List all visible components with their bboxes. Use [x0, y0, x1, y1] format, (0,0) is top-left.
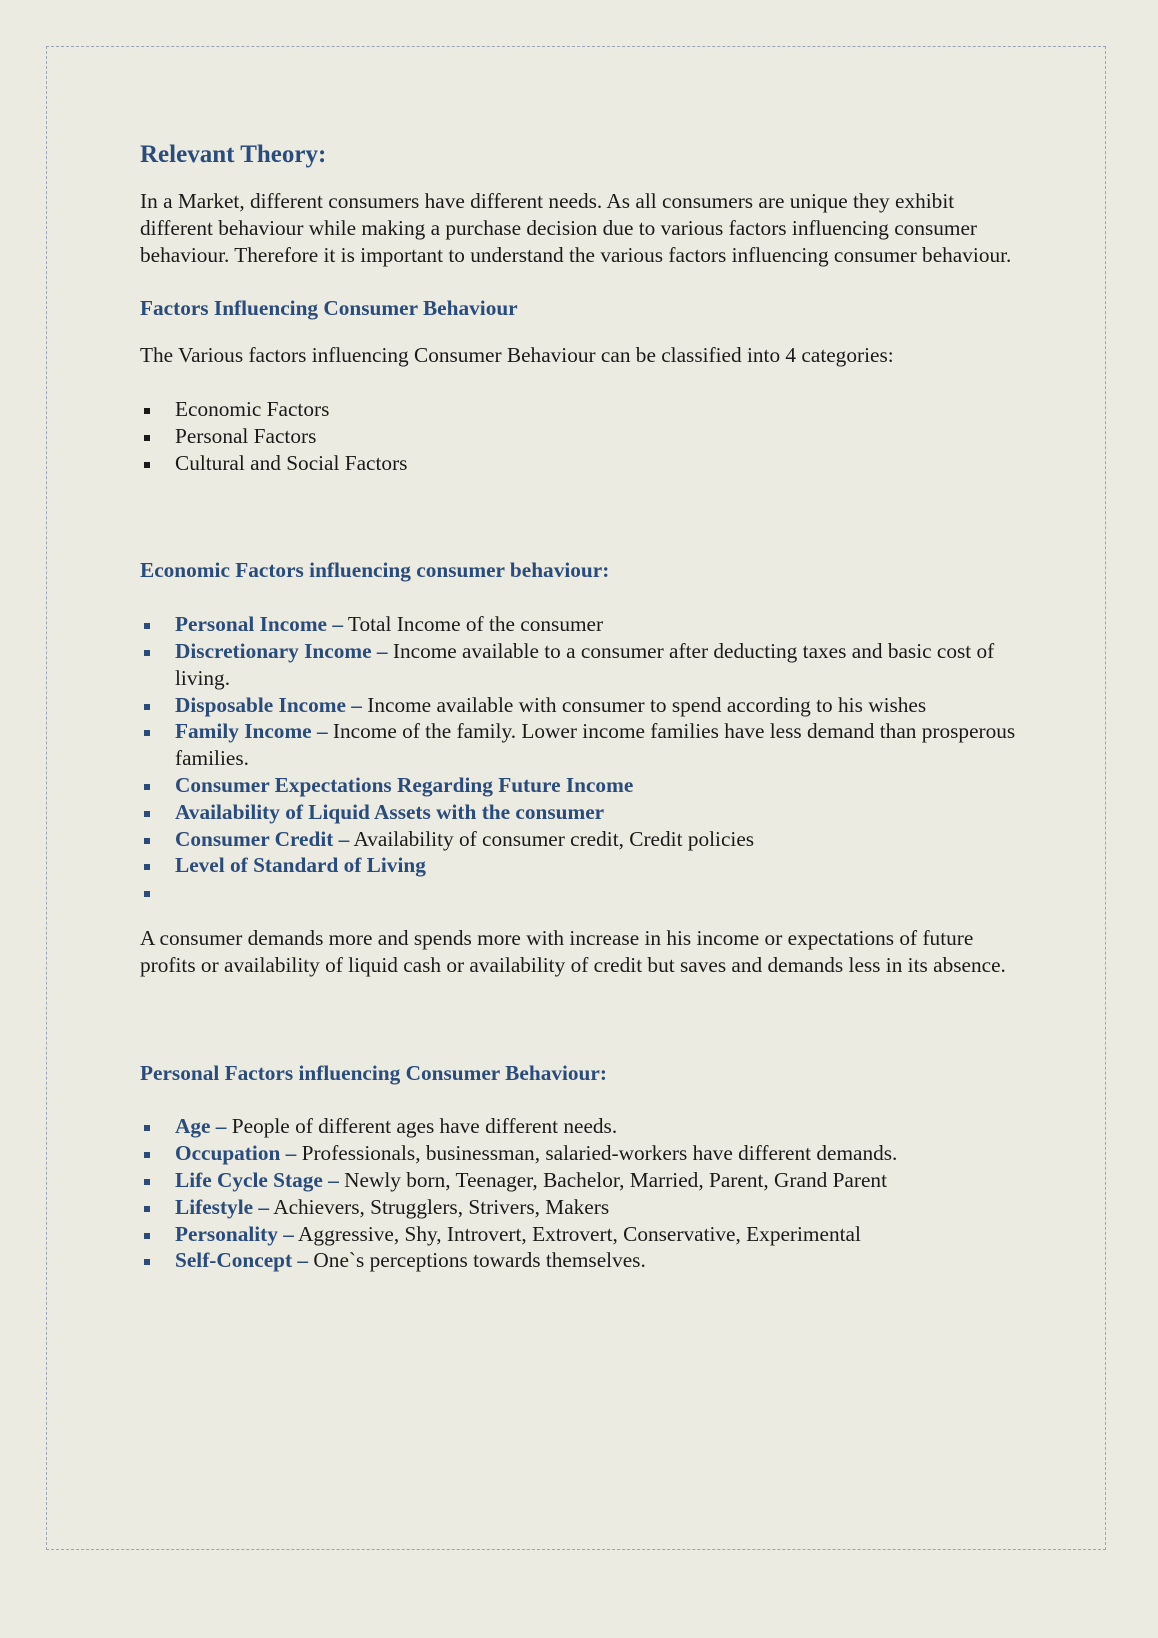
- personal-factors-list: [140, 1113, 1020, 1274]
- list-item: Disposable Income – Income available with consumer to spend according to his wishes: [140, 692, 1020, 719]
- bullet-icon: [144, 1152, 150, 1158]
- bullet-icon: [144, 1179, 150, 1185]
- list-item: Personal Factors: [140, 423, 1020, 450]
- list-item: Economic Factors: [140, 396, 1020, 423]
- categories-list: [140, 396, 1020, 476]
- document-body: [140, 138, 1020, 1274]
- list-item: Consumer Credit – Availability of consumer credit, Credit policies: [140, 826, 1020, 853]
- bullet-icon: [144, 864, 150, 870]
- bullet-icon: [144, 730, 150, 736]
- list-item: Personal Income – Total Income of the consumer: [140, 611, 1020, 638]
- list-item: Availability of Liquid Assets with the consumer: [140, 799, 1020, 826]
- bullet-icon: [144, 1259, 150, 1265]
- economic-summary: A consumer demands more and spends more with increase in his income or expectations of future profits or availability of liquid cash or availability of credit but saves and demands less in its absence.: [140, 925, 1006, 977]
- list-item: Cultural and Social Factors: [140, 450, 1020, 477]
- bullet-icon: [144, 623, 150, 629]
- list-item-empty: [140, 879, 1020, 906]
- list-item: Consumer Expectations Regarding Future Income: [140, 772, 1020, 799]
- intro-paragraph: In a Market, different consumers have different needs. As all consumers are unique they exhibit different behaviour while making a purchase decision due to various factors influencing consumer behaviour. Therefore it is important to understand the various factors influencing consumer behaviour.: [140, 189, 1012, 267]
- economic-heading: Economic Factors influencing consumer behaviour:: [140, 558, 610, 583]
- page-title: Relevant Theory:: [140, 141, 327, 168]
- list-item: Age – People of different ages have different needs.: [140, 1113, 1020, 1140]
- bullet-icon: [144, 408, 150, 414]
- bullet-icon: [144, 462, 150, 468]
- bullet-icon: [144, 650, 150, 656]
- list-item: Self-Concept – One`s perceptions towards themselves.: [140, 1247, 1020, 1274]
- factors-heading: Factors Influencing Consumer Behaviour: [140, 296, 518, 321]
- list-item: Family Income – Income of the family. Lower income families have less demand than prosperous families.: [140, 718, 1020, 772]
- bullet-icon: [144, 435, 150, 441]
- personal-heading: Personal Factors influencing Consumer Behaviour:: [140, 1060, 607, 1085]
- bullet-icon: [144, 811, 150, 817]
- economic-factors-list: [140, 611, 1020, 906]
- list-item: Lifestyle – Achievers, Strugglers, Strivers, Makers: [140, 1194, 1020, 1221]
- factors-intro: The Various factors influencing Consumer Behaviour can be classified into 4 categories:: [140, 343, 894, 368]
- list-item: Level of Standard of Living: [140, 852, 1020, 879]
- bullet-icon: [144, 1206, 150, 1212]
- bullet-icon: [144, 1125, 150, 1131]
- bullet-icon: [144, 838, 150, 844]
- bullet-icon: [144, 784, 150, 790]
- list-item: Occupation – Professionals, businessman, salaried-workers have different demands.: [140, 1140, 1020, 1167]
- bullet-icon: [144, 704, 150, 710]
- bullet-icon: [144, 891, 150, 897]
- list-item: Personality – Aggressive, Shy, Introvert, Extrovert, Conservative, Experimental: [140, 1221, 1020, 1248]
- list-item: Life Cycle Stage – Newly born, Teenager, Bachelor, Married, Parent, Grand Parent: [140, 1167, 1020, 1194]
- list-item: Discretionary Income – Income available to a consumer after deducting taxes and basic cost of living.: [140, 638, 1020, 692]
- bullet-icon: [144, 1233, 150, 1239]
